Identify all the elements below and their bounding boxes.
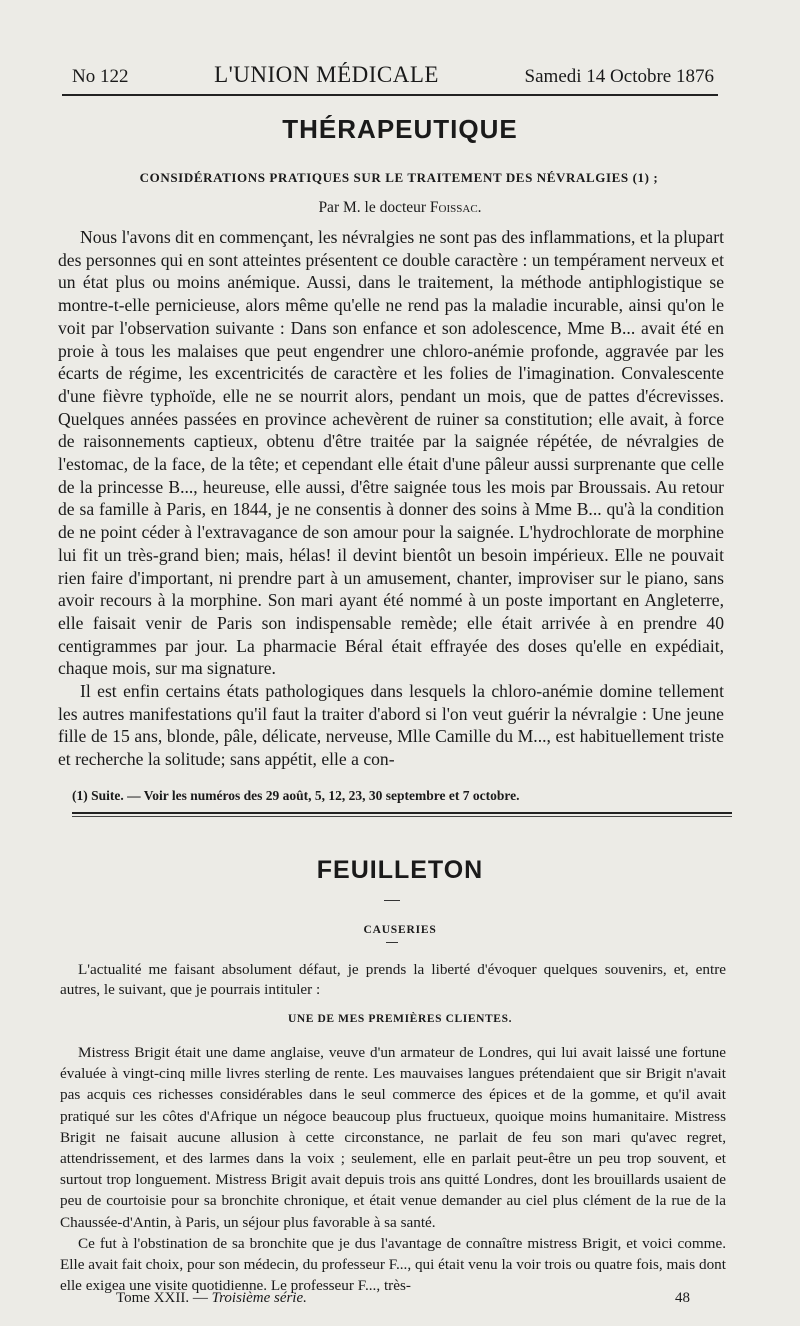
page-signature [116,1290,690,1307]
header-rule [62,94,718,96]
issue-date: Samedi 14 Octobre 1876 [524,66,714,87]
feuilleton-body [60,1042,726,1296]
feuilleton-paragraph: Ce fut à l'obstination de sa bronchite que je dus l'avantage de connaître mistress Brigit, et voici comme. Elle avait fait choix, pour son médecin, du professeur F..., qui était venu la voir trois ou quatre fois, mais dont elle exigea une visite quotidienne. Le professeur F..., très- [60,1234,726,1295]
article-title: CONSIDÉRATIONS PRATIQUES SUR LE TRAITEMENT DES NÉVRALGIES (1) ; [139,170,659,185]
byline-prefix: Par M. le docteur [318,199,427,216]
byline [0,199,800,217]
section-title: THÉRAPEUTIQUE [282,114,518,144]
feuilleton-intro [60,960,726,1000]
article-paragraph: Nous l'avons dit en commençant, les névralgies ne sont pas des inflammations, et la plupart des personnes qui en sont atteintes présentent ce double caractère : un tempérament nerveux et un état plus ou moins anémique. Aussi, dans le traitement, la méthode antiphlogistique se montre-t-elle pernicieuse, alors même qu'elle ne rend pas la maladie incurable, ainsi qu'on le voit par l'observation suivante : Dans son enfance et son adolescence, Mme B... avait été en proie à tous les malaises que peut engendrer une chloro-anémie profonde, aggravée par les écarts de régime, les excentricités de caractère et les folies de l'imagination. Convalescente d'une fièvre typhoïde, elle ne se nourrit alors, pendant un mois, que de pattes d'écrevisses. Quelques années passées en province achevèrent de ruiner sa constitution; elle avait, à force de raisonnements captieux, obtenu d'être traitée par la saignée répétée, de névralgies de l'estomac, de la face, de la tête; et cependant elle était d'une pâleur aussi surprenante que celle de la princesse B..., heureuse, elle aussi, d'être saignée tous les mois par Broussais. Au retour de sa famille à Paris, en 1844, je ne consentis à donner des soins à Mme B... qu'à la condition de ne point céder à l'extravagance de son amour pour la saignée. L'hydrochlorate de morphine lui fit un très-grand bien; mais, hélas! il devint bientôt un besoin impérieux. Elle ne pouvait rien faire d'important, ni prendre part à un amusement, chanter, improviser sur le piano, sans avoir recours à la morphine. Son mari ayant été nommé à un poste important en Angleterre, elle faisait venir de Paris son indispensable remède; elle était arrivée à en prendre 40 centigrammes par jour. La pharmacie Béral était effrayée des doses qu'elle en expédiait, chaque mois, sur ma signature. [58,227,724,679]
section-divider-thin [72,816,732,817]
story-title: UNE DE MES PREMIÈRES CLIENTES. [287,1013,513,1025]
tome-label [116,1290,307,1307]
feuilleton-subheading: CAUSERIES [363,924,437,936]
author-name: Foissac. [429,199,482,216]
page-number: 48 [675,1290,690,1306]
intro-paragraph: L'actualité me faisant absolument défaut, je prends la liberté d'évoquer quelques souvenirs, et, entre autres, le suivant, que je pourrais intituler : [60,961,726,998]
issue-number: No 122 [72,66,129,87]
title-dash [384,900,400,901]
serie-label: Troisième série. [211,1290,307,1306]
subheading-dash [386,942,398,943]
footnote: (1) Suite. — Voir les numéros des 29 août, 5, 12, 23, 30 septembre et 7 octobre. [72,788,520,803]
feuilleton-paragraph: Mistress Brigit était une dame anglaise, veuve d'un armateur de Londres, qui lui avait laissé une fortune évaluée à vingt-cinq mille livres sterling de rente. Les mauvaises langues prétendaient que sir Brigit n'avait pas acquis ces richesses considérables dans le seul commerce des épices et de la gomme, et qu'il avait pratiqué sur les côtes d'Afrique un négoce beaucoup plus fructueux, quoique moins humanitaire. Mistress Brigit ne faisait aucune allusion à cette circonstance, ne parlait de feu son mari qu'avec regret, attendrissement, et des larmes dans la voix ; seulement, elle en parlait peut-être un peu trop souvent, et surtout trop longuement. Mistress Brigit avait depuis trois ans quitté Londres, dont les brouillards usaient de peu de courtoisie pour sa bronchite chronique, et était venue demander au ciel plus clément de la rue de la Chaussée-d'Antin, à Paris, un séjour plus favorable à sa santé. [60,1044,726,1231]
masthead [72,62,714,88]
article-paragraph: Il est enfin certains états pathologiques dans lesquels la chloro-anémie domine tellement les autres manifestations qu'il faut la traiter d'abord si l'on veut guérir la névralgie : Une jeune fille de 15 ans, blonde, pâle, délicate, nerveuse, Mlle Camille du M..., est habituellement triste et recherche la solitude; sans appétit, elle a con- [58,681,724,770]
journal-title: L'UNION MÉDICALE [214,62,439,87]
section-divider [72,812,732,814]
feuilleton-title: FEUILLETON [316,856,484,884]
tome-number: Tome XXII. — [116,1290,208,1306]
article-body [58,226,724,771]
